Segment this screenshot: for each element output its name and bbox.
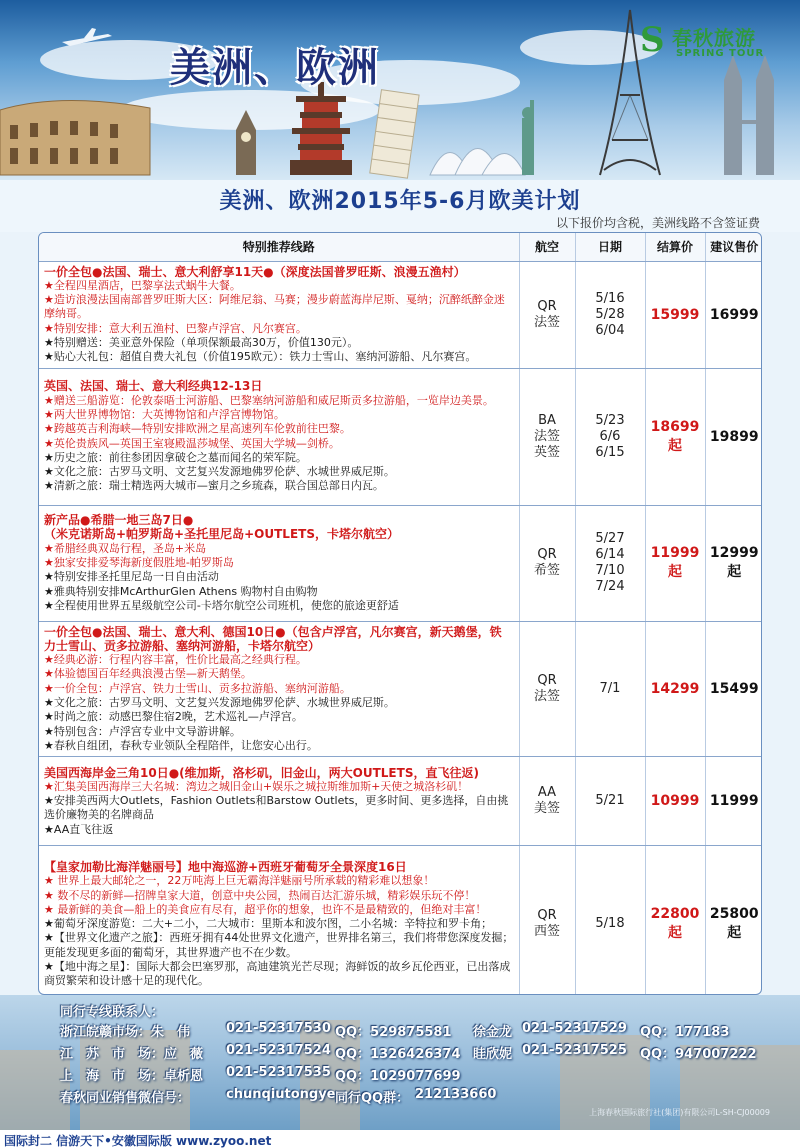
route-feature: ★贴心大礼包：超值自费大礼包（价值195欧元）：铁力士雪山、塞纳河游船、凡尔赛宫。 xyxy=(44,350,477,364)
logo-mark-icon: S xyxy=(640,20,665,60)
airline-value: QR xyxy=(537,908,557,924)
table-row xyxy=(39,368,762,505)
header-routes: 特别推荐线路 xyxy=(39,233,519,261)
date-value: 7/24 xyxy=(595,579,625,595)
route-feature: ★造访浪漫法国南部普罗旺斯大区：阿维尼翁、马赛；漫步蔚蓝海岸尼斯、戛纳；沉醉纸醉金迷摩纳哥。 xyxy=(44,293,505,321)
contact-js-phone: 021-52317524 xyxy=(226,1043,331,1058)
contact-sh-phone: 021-52317535 xyxy=(226,1065,331,1080)
date-value: 5/18 xyxy=(595,916,625,932)
settle-price: 18699起 xyxy=(645,368,705,505)
airline-value: 西签 xyxy=(533,924,560,940)
route-feature: ★ 最新鲜的美食—船上的美食应有尽有，超乎你的想象，也许不是最精致的，但绝对丰富！ xyxy=(44,902,487,916)
header-settle-price: 结算价 xyxy=(645,233,705,261)
date-value: 6/15 xyxy=(595,444,625,460)
route-title: 一价全包●法国、瑞士、意大利舒享11天●（深度法国普罗旺斯、浪漫五渔村） xyxy=(44,264,466,279)
logo-text-en: SPRING TOUR xyxy=(676,48,765,59)
date-value: 5/28 xyxy=(595,306,625,322)
contact-js-extra-qq: QQ：947007222 xyxy=(640,1047,757,1062)
route-cell xyxy=(39,368,519,505)
airline-cell xyxy=(519,505,575,621)
route-feature: ★ 世界上最大邮轮之一，22万吨海上巨无霸海洋魅丽号所承载的精彩难以想象！ xyxy=(44,874,435,888)
airline-value: QR xyxy=(537,547,557,563)
airline-value: 法签 xyxy=(533,428,560,444)
header-banner xyxy=(0,0,800,180)
airline-cell xyxy=(519,368,575,505)
license-text: 上海春秋国际旅行社(集团)有限公司L-SH-CJ00009 xyxy=(589,1108,770,1117)
table-row xyxy=(39,846,762,995)
route-feature: ★体验德国百年经典浪漫古堡—新天鹅堡。 xyxy=(44,667,252,681)
contact-zhe-extra-qq: QQ：177183 xyxy=(640,1025,730,1040)
suggest-price: 25800起 xyxy=(705,846,762,995)
route-feature: ★时尚之旅：动感巴黎住宿2晚，艺术巡礼—卢浮宫。 xyxy=(44,710,303,724)
dates-cell xyxy=(575,846,645,995)
date-value: 6/14 xyxy=(595,547,625,563)
route-feature: ★特别赠送：美亚意外保险（单项保额最高30万，价值130元）。 xyxy=(44,335,359,349)
route-cell xyxy=(39,261,519,368)
settle-price: 14299 xyxy=(645,621,705,757)
contact-sh-region: 上 海 市 场：卓析恩 xyxy=(60,1069,204,1084)
table-row xyxy=(39,621,762,757)
contact-js-extra-name: 眭欣妮 xyxy=(473,1047,513,1062)
date-value: 6/6 xyxy=(599,428,621,444)
route-cell xyxy=(39,505,519,621)
route-feature: ★清新之旅：瑞士精选两大城市—蜜月之乡琉森，联合国总部日内瓦。 xyxy=(44,479,384,493)
airline-value: 希签 xyxy=(533,563,560,579)
header-airline: 航空 xyxy=(519,233,575,261)
dates-cell xyxy=(575,261,645,368)
route-feature: ★文化之旅：古罗马文明、文艺复兴发源地佛罗伦萨、水城世界威尼斯。 xyxy=(44,696,395,710)
dates-cell xyxy=(575,757,645,846)
route-feature: ★安排美西两大Outlets，Fashion Outlets和Barstow Outlets，更多时间、更多选择，自由挑选价廉物美的名牌商品 xyxy=(44,794,509,822)
route-feature: ★文化之旅：古罗马文明、文艺复兴发源地佛罗伦萨、水城世界威尼斯。 xyxy=(44,465,395,479)
suggest-price: 16999 xyxy=(705,261,762,368)
route-feature: ★赠送三船游览：伦敦泰晤士河游船、巴黎塞纳河游船和威尼斯贡多拉游船，一览岸边美景。 xyxy=(44,393,494,407)
qq-group-label: 同行QQ群： xyxy=(335,1091,410,1106)
date-value: 5/27 xyxy=(595,531,625,547)
header-title: 美洲、欧洲 xyxy=(170,45,380,91)
dates-cell xyxy=(575,368,645,505)
route-feature: ★雅典特别安排McArthurGlen Athens 购物村自由购物 xyxy=(44,584,318,598)
settle-price: 11999起 xyxy=(645,505,705,621)
plan-subheader xyxy=(0,180,800,232)
table-row xyxy=(39,505,762,621)
route-cell xyxy=(39,846,519,995)
date-value: 7/10 xyxy=(595,563,625,579)
date-value: 5/23 xyxy=(595,412,625,428)
route-feature: ★希腊经典双岛行程，圣岛+米岛 xyxy=(44,541,207,555)
bottom-bar xyxy=(0,1130,800,1148)
price-note: 以下报价均含税，美洲线路不含签证费 xyxy=(555,216,760,230)
route-feature: ★特别安排：意大利五渔村、巴黎卢浮宫、凡尔赛宫。 xyxy=(44,321,307,335)
route-title: 一价全包●法国、瑞士、意大利、德国10日●（包含卢浮宫，凡尔赛宫，新天鹅堡，铁力士雪山、贡多拉游船、塞纳河游船，卡塔尔航空） xyxy=(44,624,502,653)
route-feature: ★全程使用世界五星级航空公司-卡塔尔航空公司班机，使您的旅途更舒适 xyxy=(44,598,399,612)
airline-value: BA xyxy=(538,412,556,428)
wechat-label: 春秋同业销售微信号： xyxy=(60,1091,191,1106)
airline-value: 美签 xyxy=(533,801,560,817)
airline-value: 法签 xyxy=(533,688,560,704)
suggest-price: 11999 xyxy=(705,757,762,846)
route-feature: ★【世界文化遗产之旅】：西班牙拥有44处世界文化遗产，世界排名第三，我们将带您深度发掘；更能发现更多面的葡萄牙，其世界遗产也不在少数。 xyxy=(44,931,514,959)
route-cell xyxy=(39,757,519,846)
header-dates: 日期 xyxy=(575,233,645,261)
wechat-id: chunqiutongye xyxy=(226,1087,336,1102)
route-cell xyxy=(39,621,519,757)
route-title: 【皇家加勒比海洋魅丽号】地中海巡游+西班牙葡萄牙全景深度16日 xyxy=(44,859,407,874)
route-feature: ★【地中海之星】：国际大都会巴塞罗那，高迪建筑光芒尽现；海鲜饭的故乡瓦伦西亚，已出落成商贸繁荣和设计感十足的现代化。 xyxy=(44,959,511,988)
contact-js-qq: QQ：1326426374 xyxy=(335,1047,461,1062)
contact-js-extra-phone: 021-52317525 xyxy=(522,1043,627,1058)
bottom-bar-text: 国际封二 信游天下•安徽国际版 www.zyoo.net xyxy=(4,1134,272,1148)
route-feature: ★跨越英吉利海峡—特别安排欧洲之星高速列车伦敦前往巴黎。 xyxy=(44,422,351,436)
spring-tour-logo xyxy=(640,18,790,68)
airline-cell xyxy=(519,757,575,846)
dates-cell xyxy=(575,505,645,621)
airline-value: AA xyxy=(537,785,557,801)
contact-zhe-extra-phone: 021-52317529 xyxy=(522,1021,627,1036)
route-title: 新产品●希腊一地三岛7日● xyxy=(44,513,194,528)
route-feature: ★特别包含：卢浮宫专业中文导游讲解。 xyxy=(44,724,241,738)
contact-heading: 同行专线联系人： xyxy=(60,1005,165,1020)
route-feature: ★经典必游：行程内容丰富，性价比最高之经典行程。 xyxy=(44,653,307,667)
header-suggest-price: 建议售价 xyxy=(705,233,762,261)
logo-text-cn: 春秋旅游 xyxy=(672,26,756,50)
airline-value: QR xyxy=(537,672,557,688)
route-feature: ★独家安排爱琴海新度假胜地-帕罗斯岛 xyxy=(44,555,234,569)
airline-value: 法签 xyxy=(533,314,560,330)
date-value: 5/21 xyxy=(595,793,625,809)
date-value: 7/1 xyxy=(599,680,621,696)
airline-cell xyxy=(519,621,575,757)
airline-value: 英签 xyxy=(533,444,560,460)
settle-price: 15999 xyxy=(645,261,705,368)
route-title: 美国西海岸金三角10日●(维加斯，洛杉矶，旧金山，两大OUTLETS，直飞往返) xyxy=(44,765,479,780)
route-title: （米克诺斯岛+帕罗斯岛+圣托里尼岛+OUTLETS，卡塔尔航空） xyxy=(44,527,399,542)
routes-table xyxy=(39,233,762,995)
airline-cell xyxy=(519,846,575,995)
contact-js-region: 江 苏 市 场：应 薇 xyxy=(60,1047,204,1062)
contact-footer xyxy=(0,995,800,1130)
contact-zhe-qq: QQ：529875581 xyxy=(335,1025,452,1040)
date-value: 5/16 xyxy=(595,290,625,306)
route-feature: ★ 数不尽的新鲜—招牌皇家大道，创意中央公园，热闹百达汇游乐城，精彩娱乐玩不停！ xyxy=(44,888,476,902)
contact-zhe-region: 浙江皖赣市场：朱 伟 xyxy=(60,1025,191,1040)
route-title: 英国、法国、瑞士、意大利经典12-13日 xyxy=(44,379,263,394)
suggest-price: 15499 xyxy=(705,621,762,757)
settle-price: 10999 xyxy=(645,757,705,846)
dates-cell xyxy=(575,621,645,757)
route-feature: ★历史之旅：前往参团因拿破仑之墓而闻名的荣军院。 xyxy=(44,450,307,464)
route-feature: ★两大世界博物馆：大英博物馆和卢浮宫博物馆。 xyxy=(44,407,285,421)
plan-title: 美洲、欧洲2015年5-6月欧美计划 xyxy=(219,189,581,214)
route-feature: ★英伦贵族风—英国王室寝殿温莎城堡、英国大学城—剑桥。 xyxy=(44,436,340,450)
airline-cell xyxy=(519,261,575,368)
contact-sh-qq: QQ：1029077699 xyxy=(335,1069,461,1084)
route-feature: ★AA直飞往返 xyxy=(44,822,114,836)
airline-value: QR xyxy=(537,298,557,314)
contact-zhe-extra-name: 徐金龙 xyxy=(473,1025,513,1040)
suggest-price: 19899 xyxy=(705,368,762,505)
route-feature: ★特别安排圣托里尼岛一日自由活动 xyxy=(44,570,219,584)
date-value: 6/04 xyxy=(595,322,625,338)
route-feature: ★一价全包：卢浮宫、铁力士雪山、贡多拉游船、塞纳河游船。 xyxy=(44,681,351,695)
route-feature: ★汇集美国西海岸三大名城：湾边之城旧金山+娱乐之城拉斯维加斯+天使之城洛杉矶！ xyxy=(44,779,469,793)
route-feature: ★葡萄牙深度游览：二大+二小，二大城市：里斯本和波尔图，二小名城：辛特拉和罗卡角； xyxy=(44,917,493,931)
route-feature: ★全程四星酒店，巴黎享法式蜗牛大餐。 xyxy=(44,278,241,292)
suggest-price: 12999起 xyxy=(705,505,762,621)
table-row xyxy=(39,757,762,846)
table-row xyxy=(39,261,762,368)
table-header-row xyxy=(39,233,762,261)
contact-zhe-phone: 021-52317530 xyxy=(226,1021,331,1036)
qq-group-number: 212133660 xyxy=(415,1087,497,1102)
routes-table-container xyxy=(38,232,762,995)
settle-price: 22800起 xyxy=(645,846,705,995)
route-feature: ★春秋自组团，春秋专业领队全程陪伴，让您安心出行。 xyxy=(44,738,318,752)
